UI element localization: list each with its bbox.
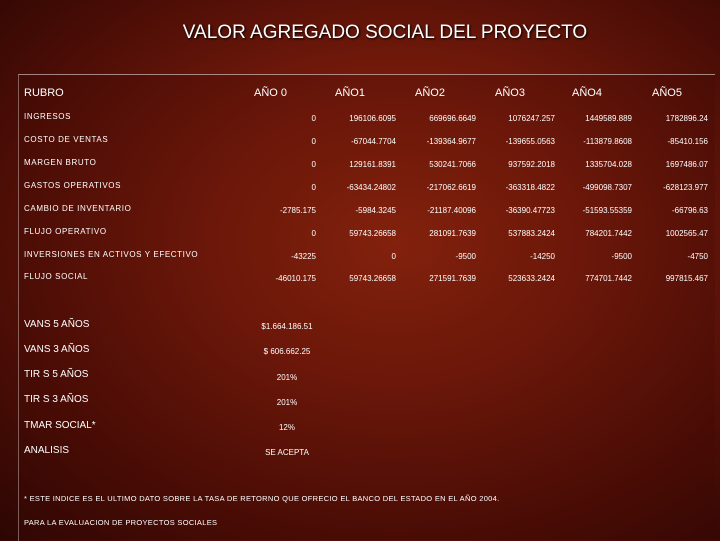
row-label-inversiones: INVERSIONES EN ACTIVOS Y EFECTIVO	[24, 250, 199, 259]
table-cell: 1335704.028	[585, 160, 632, 169]
footnote: * ESTE INDICE ES EL ULTIMO DATO SOBRE LA TASA DE RETORNO QUE OFRECIO EL BANCO DEL ESTADO EN EL AÑO 2004.	[24, 494, 500, 503]
table-cell: -217062.6619	[426, 183, 476, 192]
row-label-gastos-operativos: GASTOS OPERATIVOS	[24, 181, 122, 190]
table-cell: 997815.467	[665, 274, 708, 283]
header-year-0: AÑO 0	[254, 87, 288, 99]
table-cell: 1076247.257	[508, 114, 555, 123]
table-cell: -9500	[611, 252, 632, 261]
row-label-margen-bruto: MARGEN BRUTO	[24, 158, 97, 167]
table-cell: 1697486.07	[665, 160, 708, 169]
table-cell: -139364.9677	[426, 137, 476, 146]
table-cell: 0	[311, 114, 316, 123]
table-cell: 0	[311, 183, 316, 192]
table-cell: 523633.2424	[508, 274, 555, 283]
table-cell: 1002565.47	[665, 229, 708, 238]
table-cell: -4750	[687, 252, 708, 261]
table-cell: 59743.26658	[349, 229, 396, 238]
row-label-cambio-de-inventario: CAMBIO DE INVENTARIO	[24, 204, 132, 213]
row-label-costo-de-ventas: COSTO DE VENTAS	[24, 135, 109, 144]
table-cell: 196106.6095	[349, 114, 396, 123]
table-cell: -113879.8608	[583, 137, 632, 146]
row-label-flujo-social: FLUJO SOCIAL	[24, 272, 89, 281]
summary-label-tir-5: TIR S 5 AÑOS	[24, 369, 89, 380]
table-cell: 129161.8391	[349, 160, 396, 169]
table-cell: 1782896.24	[665, 114, 708, 123]
table-cell: 537883.2424	[508, 229, 555, 238]
summary-label-vans-3: VANS 3 AÑOS	[24, 344, 90, 355]
summary-value-tmar: 12%	[278, 423, 295, 432]
table-cell: -51593.55359	[582, 206, 632, 215]
row-label-ingresos: INGRESOS	[24, 112, 72, 121]
summary-value-tir-5: 201%	[276, 373, 298, 382]
table-cell: 0	[311, 160, 316, 169]
table-cell: -14250	[530, 252, 555, 261]
table-cell: -63434.24802	[346, 183, 396, 192]
table-cell: -67044.7704	[351, 137, 396, 146]
table-cell: -43225	[291, 252, 316, 261]
summary-label-vans-5: VANS 5 AÑOS	[24, 319, 90, 330]
table-cell: 0	[391, 252, 396, 261]
summary-label-analisis: ANALISIS	[24, 445, 70, 456]
table-cell: -628123.977	[663, 183, 708, 192]
table-cell: 281091.7639	[429, 229, 476, 238]
table-cell: 0	[311, 229, 316, 238]
summary-value-analisis: SE ACEPTA	[265, 448, 309, 457]
table-cell: 530241.7066	[429, 160, 476, 169]
table-cell: -66796.63	[671, 206, 708, 215]
header-rubro: RUBRO	[24, 87, 64, 99]
header-year-4: AÑO4	[572, 87, 602, 99]
summary-label-tir-3: TIR S 3 AÑOS	[24, 394, 89, 405]
row-label-flujo-operativo: FLUJO OPERATIVO	[24, 227, 107, 236]
table-cell: 669696.6649	[429, 114, 476, 123]
summary-value-vans-5: $1.664.186.51	[261, 322, 313, 331]
header-year-1: AÑO1	[335, 87, 365, 99]
table-cell: -139655.0563	[505, 137, 555, 146]
table-cell: -499098.7307	[582, 183, 632, 192]
table-cell: 774701.7442	[585, 274, 632, 283]
table-cell: -2785.175	[279, 206, 316, 215]
summary-label-tmar: TMAR SOCIAL*	[24, 420, 96, 431]
header-year-3: AÑO3	[495, 87, 525, 99]
table-cell: -46010.175	[275, 274, 316, 283]
table-cell: -5984.3245	[355, 206, 396, 215]
table-cell: -85410.156	[667, 137, 708, 146]
table-cell: -21187.40096	[427, 206, 476, 215]
table-cell: 271591.7639	[429, 274, 476, 283]
footnote-purpose: PARA LA EVALUACION DE PROYECTOS SOCIALES	[24, 518, 218, 527]
header-year-2: AÑO2	[415, 87, 445, 99]
page-title: VALOR AGREGADO SOCIAL DEL PROYECTO	[182, 22, 588, 43]
summary-value-tir-3: 201%	[276, 398, 298, 407]
header-year-5: AÑO5	[652, 87, 682, 99]
table-cell: -36390.47723	[505, 206, 555, 215]
summary-value-vans-3: $ 606.662.25	[263, 347, 311, 356]
table-cell: 937592.2018	[508, 160, 555, 169]
table-cell: 1449589.889	[585, 114, 632, 123]
table-cell: 784201.7442	[585, 229, 632, 238]
table-cell: -9500	[455, 252, 476, 261]
table-cell: 59743.26658	[349, 274, 396, 283]
table-cell: -363318.4822	[505, 183, 555, 192]
table-cell: 0	[311, 137, 316, 146]
